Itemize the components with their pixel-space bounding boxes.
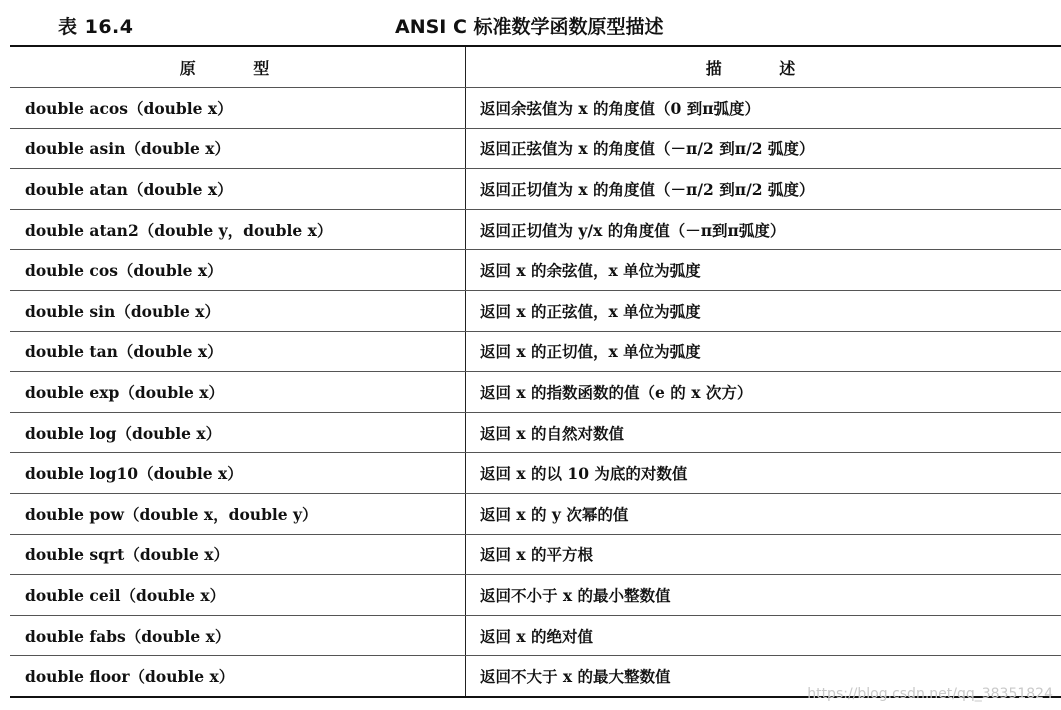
prototype-cell: double log（double x） — [10, 413, 466, 453]
table-row — [10, 87, 1061, 128]
prototype-cell: double atan2（double y，double x） — [10, 210, 466, 250]
description-cell: 返回 x 的正弦值，x 单位为弧度 — [480, 301, 701, 321]
prototype-cell: double acos（double x） — [10, 88, 466, 128]
prototype-cell: double pow（double x，double y） — [10, 494, 466, 534]
prototype-cell: double sin（double x） — [10, 291, 466, 331]
table-row — [10, 452, 1061, 493]
table-label: 表 16.4 — [58, 16, 134, 38]
description-cell: 返回不大于 x 的最大整数值 — [480, 667, 671, 687]
description-cell: 返回正弦值为 x 的角度值（－π/2 到π/2 弧度） — [480, 139, 815, 159]
table-title: ANSI C 标准数学函数原型描述 — [395, 16, 664, 38]
table-row — [10, 615, 1061, 656]
table-body — [10, 87, 1061, 696]
table-header-row — [10, 47, 1061, 87]
description-cell: 返回 x 的平方根 — [480, 545, 594, 565]
table-row — [10, 331, 1061, 372]
prototype-cell: double sqrt（double x） — [10, 535, 466, 575]
prototype-cell: double floor（double x） — [10, 656, 466, 696]
table-row — [10, 168, 1061, 209]
table-row — [10, 209, 1061, 250]
table-row — [10, 290, 1061, 331]
prototype-cell: double asin（double x） — [10, 129, 466, 169]
description-cell: 返回 x 的正切值，x 单位为弧度 — [480, 342, 701, 362]
description-cell: 返回余弦值为 x 的角度值（0 到π弧度） — [480, 98, 761, 118]
header-prototype: 原 型 — [10, 47, 466, 87]
prototype-cell: double exp（double x） — [10, 372, 466, 412]
description-cell: 返回 x 的余弦值，x 单位为弧度 — [480, 261, 701, 281]
header-description: 描 述 — [705, 58, 822, 78]
prototype-cell: double tan（double x） — [10, 332, 466, 372]
description-cell: 返回 x 的绝对值 — [480, 626, 594, 646]
table-row — [10, 412, 1061, 453]
description-cell: 返回 x 的指数函数的值（e 的 x 次方） — [480, 382, 753, 402]
prototype-cell: double cos（double x） — [10, 250, 466, 290]
prototype-cell: double log10（double x） — [10, 453, 466, 493]
prototype-cell: double atan（double x） — [10, 169, 466, 209]
description-cell: 返回 x 的以 10 为底的对数值 — [480, 464, 688, 484]
table-row — [10, 128, 1061, 169]
table-row — [10, 574, 1061, 615]
description-cell: 返回不小于 x 的最小整数值 — [480, 585, 671, 605]
description-cell: 返回 x 的自然对数值 — [480, 423, 625, 443]
prototype-cell: double ceil（double x） — [10, 575, 466, 615]
math-functions-table — [10, 45, 1061, 698]
description-cell: 返回正切值为 y/x 的角度值（－π到π弧度） — [480, 220, 786, 240]
table-row — [10, 493, 1061, 534]
prototype-cell: double fabs（double x） — [10, 616, 466, 656]
table-row — [10, 534, 1061, 575]
table-row — [10, 371, 1061, 412]
description-cell: 返回正切值为 x 的角度值（－π/2 到π/2 弧度） — [480, 179, 815, 199]
watermark: https://blog.csdn.net/qq_38351824 — [807, 686, 1053, 702]
description-cell: 返回 x 的 y 次幂的值 — [480, 504, 629, 524]
table-row — [10, 249, 1061, 290]
